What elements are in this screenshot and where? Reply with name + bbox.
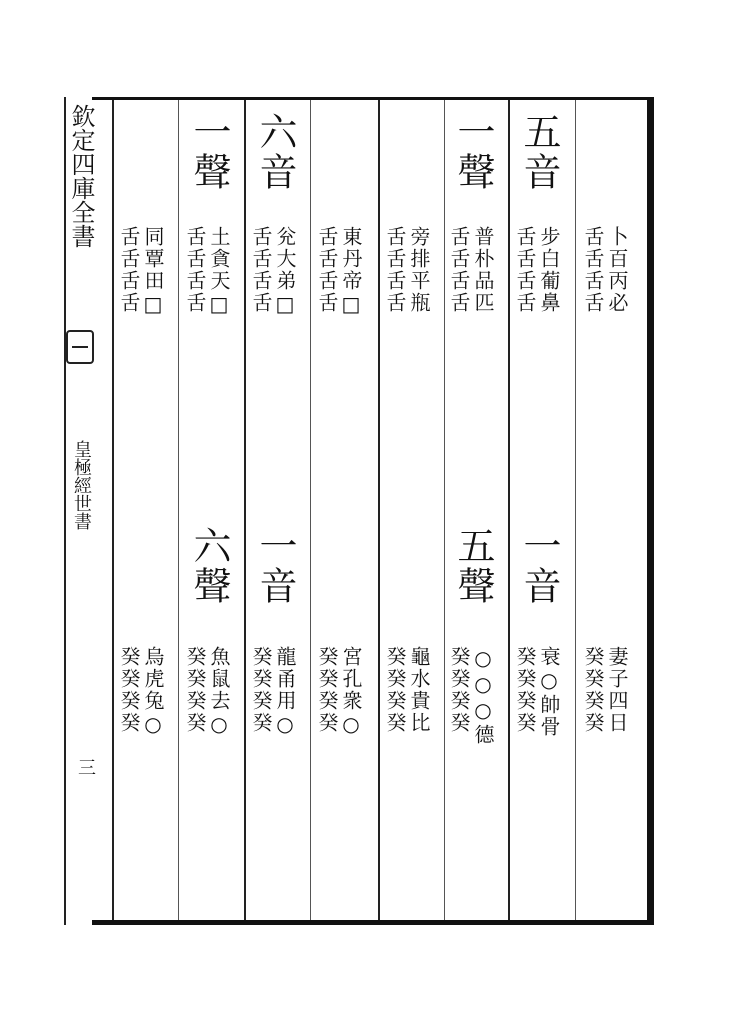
class-chars: 癸癸癸癸 [513, 646, 537, 734]
text-column [446, 108, 510, 908]
initial-chars: 步白葡鼻 [537, 226, 561, 314]
class-chars: 舌舌舌舌 [383, 226, 407, 314]
class-chars: 舌舌舌舌 [581, 226, 605, 314]
final-chars: 魚鼠去○ [207, 646, 231, 738]
heading-top: 五音 [517, 112, 561, 192]
class-chars: 癸癸癸癸 [383, 646, 407, 734]
initial-chars: 卜百丙必 [605, 226, 629, 314]
text-column [580, 108, 644, 908]
class-chars: 舌舌舌舌 [513, 226, 537, 314]
heading-top: 一聲 [187, 112, 231, 192]
class-chars: 舌舌舌舌 [249, 226, 273, 314]
final-chars: ○○○德 [471, 646, 495, 746]
heading-top: 六音 [253, 112, 297, 192]
column-rule [112, 100, 114, 920]
book-title: 皇極經世書 [71, 440, 92, 530]
final-chars: 龜水貴比 [407, 646, 431, 734]
class-chars: 癸癸癸癸 [249, 646, 273, 734]
class-chars: 舌舌舌舌 [117, 226, 141, 314]
heading-bottom: 五聲 [451, 526, 495, 606]
heading-bottom: 一音 [253, 526, 297, 606]
text-column [182, 108, 246, 908]
final-chars: 衰○帥骨 [537, 646, 561, 738]
initial-chars: 土貪天□ [207, 226, 231, 318]
page-number: 三 [75, 758, 96, 776]
class-chars: 舌舌舌舌 [183, 226, 207, 314]
class-chars: 癸癸癸癸 [315, 646, 339, 734]
final-chars: 龍甬用○ [273, 646, 297, 738]
class-chars: 癸癸癸癸 [581, 646, 605, 734]
class-chars: 癸癸癸癸 [117, 646, 141, 734]
class-chars: 舌舌舌舌 [447, 226, 471, 314]
initial-chars: 同覃田□ [141, 226, 165, 318]
final-chars: 烏虎兔○ [141, 646, 165, 738]
heading-top: 一聲 [451, 112, 495, 192]
initial-chars: 普朴品匹 [471, 226, 495, 314]
fish-tail-icon [66, 330, 94, 364]
initial-chars: 旁排平瓶 [407, 226, 431, 314]
final-chars: 妻子四日 [605, 646, 629, 734]
text-column [382, 108, 446, 908]
heading-bottom: 一音 [517, 526, 561, 606]
class-chars: 舌舌舌舌 [315, 226, 339, 314]
column-rule [378, 100, 380, 920]
final-chars: 宮孔衆○ [339, 646, 363, 738]
initial-chars: 兊大弟□ [273, 226, 297, 318]
class-chars: 癸癸癸癸 [183, 646, 207, 734]
text-column [512, 108, 576, 908]
text-column [248, 108, 312, 908]
initial-chars: 東丹帝□ [339, 226, 363, 318]
text-column [116, 108, 180, 908]
text-column [314, 108, 378, 908]
heading-bottom: 六聲 [187, 526, 231, 606]
class-chars: 癸癸癸癸 [447, 646, 471, 734]
series-title: 欽定四庫全書 [67, 104, 95, 248]
